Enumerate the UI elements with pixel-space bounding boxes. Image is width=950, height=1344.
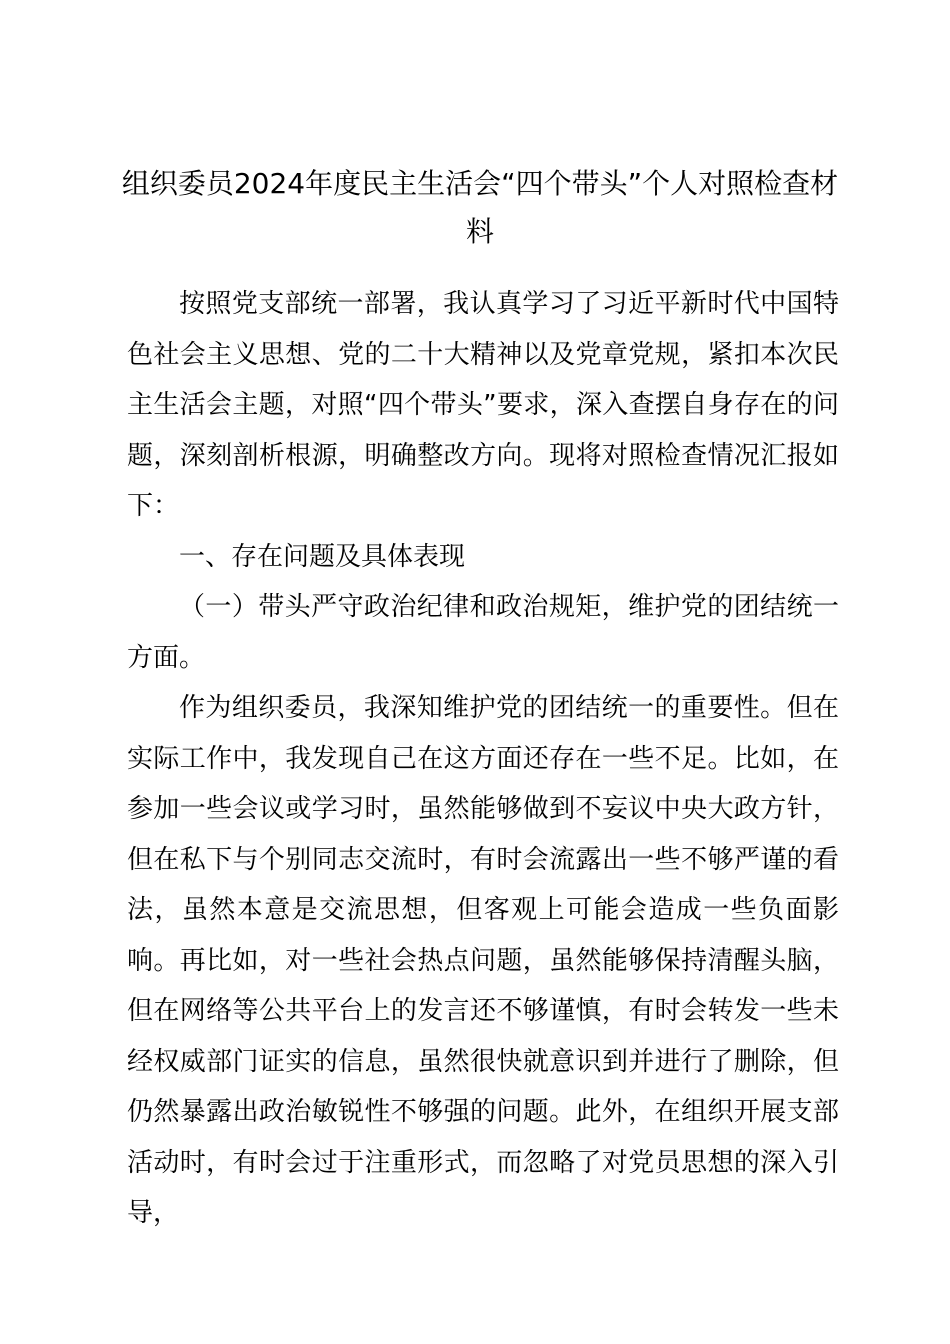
body-paragraph: 作为组织委员，我深知维护党的团结统一的重要性。但在实际工作中，我发现自己在这方面还存在一些不足。比如，在参加一些会议或学习时，虽然能够做到不妄议中央大政方针，但在私下与个别同志交流时，有时会流露出一些不够严谨的看法，虽然本意是交流思想，但客观上可能会造成一些负面影响。再比如，对一些社会热点问题，虽然能够保持清醒头脑，但在网络等公共平台上的发言还不够谨慎，有时会转发一些未经权威部门证实的信息，虽然很快就意识到并进行了删除，但仍然暴露出政治敏锐性不够强的问题。此外，在组织开展支部活动时，有时会过于注重形式，而忽略了对党员思想的深入引导，	[127, 693, 839, 1228]
section-heading: 一、存在问题及具体表现	[179, 541, 466, 572]
intro-paragraph: 按照党支部统一部署，我认真学习了习近平新时代中国特色社会主义思想、党的二十大精神以及党章党规，紧扣本次民主生活会主题，对照“四个带头”要求，深入查摆自身存在的问题，深刻剖析根源，明确整改方向。现将对照检查情况汇报如下：	[127, 289, 839, 521]
document-title: 组织委员2024年度民主生活会“四个带头”个人对照检查材料	[121, 167, 839, 248]
document-body	[127, 279, 839, 1239]
subsection-heading: （一）带头严守政治纪律和政治规矩，维护党的团结统一方面。	[127, 592, 839, 673]
